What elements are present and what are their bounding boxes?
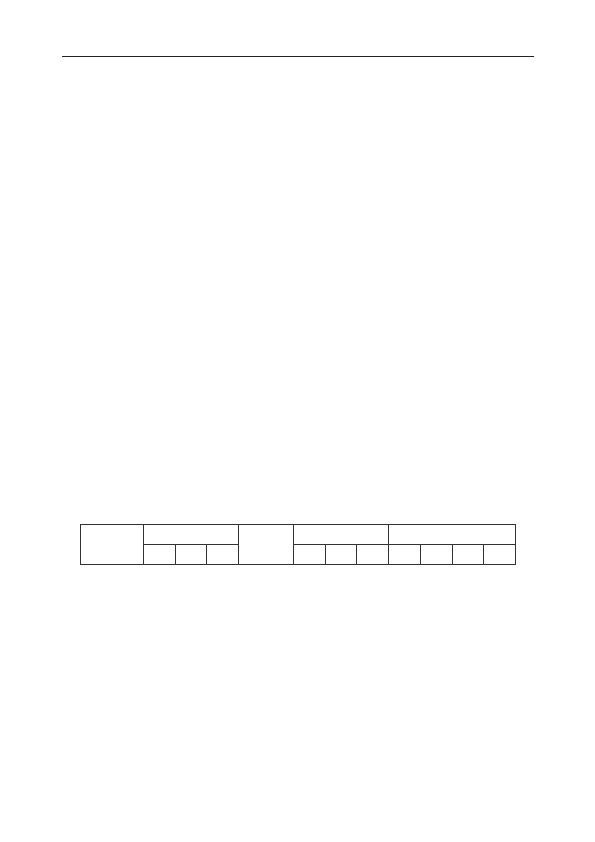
table-header-row (81, 525, 516, 545)
table-subheader-cell (389, 545, 421, 565)
table-subheader-cell (357, 545, 389, 565)
table-subheader-cell (207, 545, 239, 565)
table-subheader-cell (175, 545, 207, 565)
table-subheader-row (81, 545, 516, 565)
table-header-cell (239, 525, 294, 565)
table-subheader-cell (144, 545, 176, 565)
table-subheader-cell (420, 545, 452, 565)
parameter-table (80, 524, 516, 565)
table-subheader-cell (325, 545, 357, 565)
table-subheader-cell (452, 545, 484, 565)
table-subheader-cell (294, 545, 326, 565)
table-header-cell (389, 525, 516, 545)
section-title (62, 74, 534, 92)
table-subheader-cell (484, 545, 516, 565)
section-gap (62, 60, 534, 74)
page-header (62, 36, 534, 57)
document-body (62, 60, 534, 92)
table-header-cell (294, 525, 389, 545)
table-header-cell (144, 525, 239, 545)
table-header-cell (81, 525, 144, 565)
